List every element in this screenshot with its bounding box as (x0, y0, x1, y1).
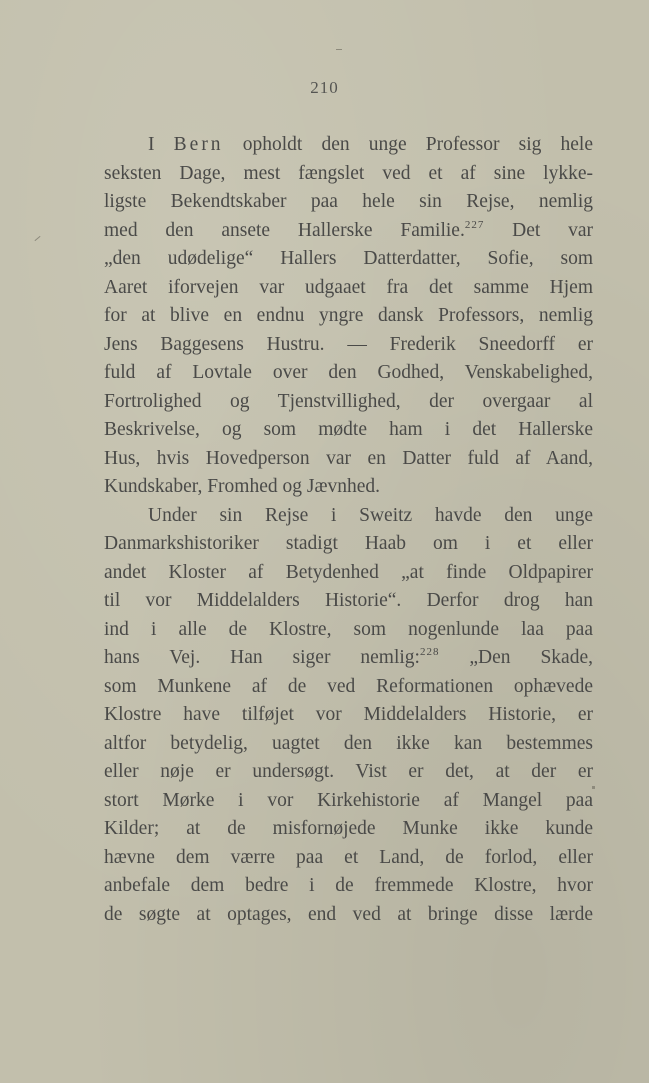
text-line: for at blive en endnu yngre dansk Professors, nemlig (104, 305, 593, 326)
text-line (104, 644, 593, 673)
text-line: fuld af Lovtale over den Godhed, Venskabelighed, (104, 362, 593, 383)
text-line: anbefale dem bedre i de fremmede Klostre, hvor (104, 875, 593, 896)
text-line: Aaret iforvejen var udgaaet fra det samme Hjem (104, 276, 593, 298)
text-line: seksten Dage, mest fængslet ved et af sine lykke- (104, 162, 593, 184)
footnote-ref: 227 (464, 218, 485, 231)
text-span: Det var (484, 219, 593, 241)
text-line: Klostre have tilføjet vor Middelalders Historie, er (104, 704, 593, 725)
text-line: Jens Baggesens Hustru. — Frederik Sneedorff er (104, 333, 593, 355)
text-line: Fortrolighed og Tjenstvillighed, der overgaar al (104, 390, 593, 412)
text-line: ind i alle de Klostre, som nogenlunde laa paa (104, 618, 593, 640)
spaced-word: Bern (173, 134, 224, 155)
text-line: andet Kloster af Betydenhed „at finde Oldpapirer (104, 561, 593, 583)
paper-speck (34, 236, 40, 241)
text-line: Danmarkshistoriker stadigt Haab om i et eller (104, 533, 593, 554)
text-line: „den udødelige“ Hallers Datterdatter, Sofie, som (104, 248, 593, 269)
text-span: I (148, 134, 174, 155)
text-line: Hus, hvis Hovedperson var en Datter fuld af Aand, (104, 447, 593, 469)
text-line: altfor betydelig, uagtet den ikke kan bestemmes (104, 732, 593, 754)
text-line: Kilder; at de misfornøjede Munke ikke kunde (104, 818, 593, 839)
text-line: Kundskaber, Fromhed og Jævnhed. (104, 476, 380, 497)
text-line: eller nøje er undersøgt. Vist er det, at der er (104, 761, 593, 782)
footnote-ref: 228 (419, 646, 440, 658)
text-line: stort Mørke i vor Kirkehistorie af Mangel paa (104, 789, 593, 811)
text-line: Under sin Rejse i Sweitz havde den unge (148, 504, 593, 526)
text-line: som Munkene af de ved Reformationen ophævede (104, 675, 593, 697)
text-line: til vor Middelalders Historie“. Derfor drog han (104, 590, 593, 611)
text-span: hans Vej. Han siger nemlig: (104, 647, 420, 668)
paper-speck (592, 786, 595, 789)
body-text (104, 131, 593, 929)
text-line: hævne dem værre paa et Land, de forlod, eller (104, 846, 593, 868)
text-span: med den ansete Hallerske Familie. (104, 219, 465, 241)
text-span: opholdt den unge Professor sig hele (223, 134, 593, 155)
text-line (104, 217, 593, 246)
page-number: 210 (310, 78, 339, 97)
text-line: de søgte at optages, end ved at bringe disse lærde (104, 903, 593, 925)
text-line: ligste Bekendtskaber paa hele sin Rejse, nemlig (104, 191, 593, 212)
paper-speck (336, 49, 342, 50)
text-span: „Den Skade, (439, 647, 593, 668)
text-line (104, 131, 593, 160)
text-line: Beskrivelse, og som mødte ham i det Hallerske (104, 419, 593, 440)
